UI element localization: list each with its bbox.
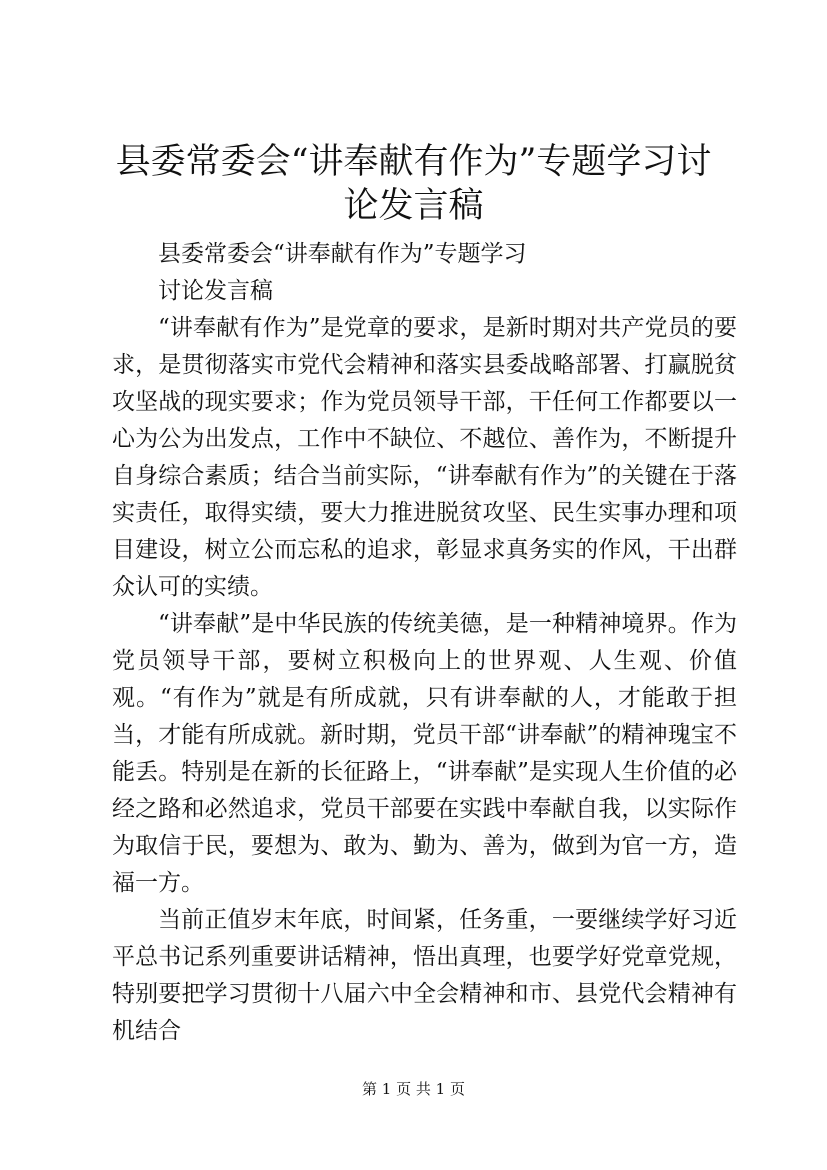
subtitle-line-1: 县委常委会“讲奉献有作为”专题学习 (158, 241, 527, 267)
body-paragraph: “讲奉献有作为”是党章的要求，是新时期对共产党员的要求，是贯彻落实市党代会精神和落实县委战略部署、打赢脱贫攻坚战的现实要求；作为党员领导干部，干任何工作都要以一心为公为出发点，工作中不缺位、不越位、善作为，不断提升自身综合素质；结合当前实际，“讲奉献有作为”的关键在于落实责任，取得实绩，要大力推进脱贫攻坚、民生实事办理和项目建设，树立公而忘私的追求，彰显求真务实的作风，干出群众认可的实绩。 (112, 315, 737, 600)
page-footer: 第 1 页 共 1 页 (362, 1080, 465, 1098)
document-title: 县委常委会“讲奉献有作为”专题学习讨论发言稿 (115, 142, 712, 226)
document-body (112, 236, 737, 1050)
body-paragraph: 当前正值岁末年底，时间紧，任务重，一要继续学好习近平总书记系列重要讲话精神，悟出真理，也要学好党章党规，特别要把学习贯彻十八届六中全会精神和市、县党代会精神有机结合 (112, 907, 737, 1044)
subtitle-line-2: 讨论发言稿 (158, 278, 273, 304)
body-paragraph: “讲奉献”是中华民族的传统美德，是一种精神境界。作为党员领导干部，要树立积极向上的世界观、人生观、价值观。“有作为”就是有所成就，只有讲奉献的人，才能敢于担当，才能有所成就。新时期，党员干部“讲奉献”的精神瑰宝不能丢。特别是在新的长征路上，“讲奉献”是实现人生价值的必经之路和必然追求，党员干部要在实践中奉献自我，以实际作为取信于民，要想为、敢为、勤为、善为，做到为官一方，造福一方。 (112, 611, 737, 896)
